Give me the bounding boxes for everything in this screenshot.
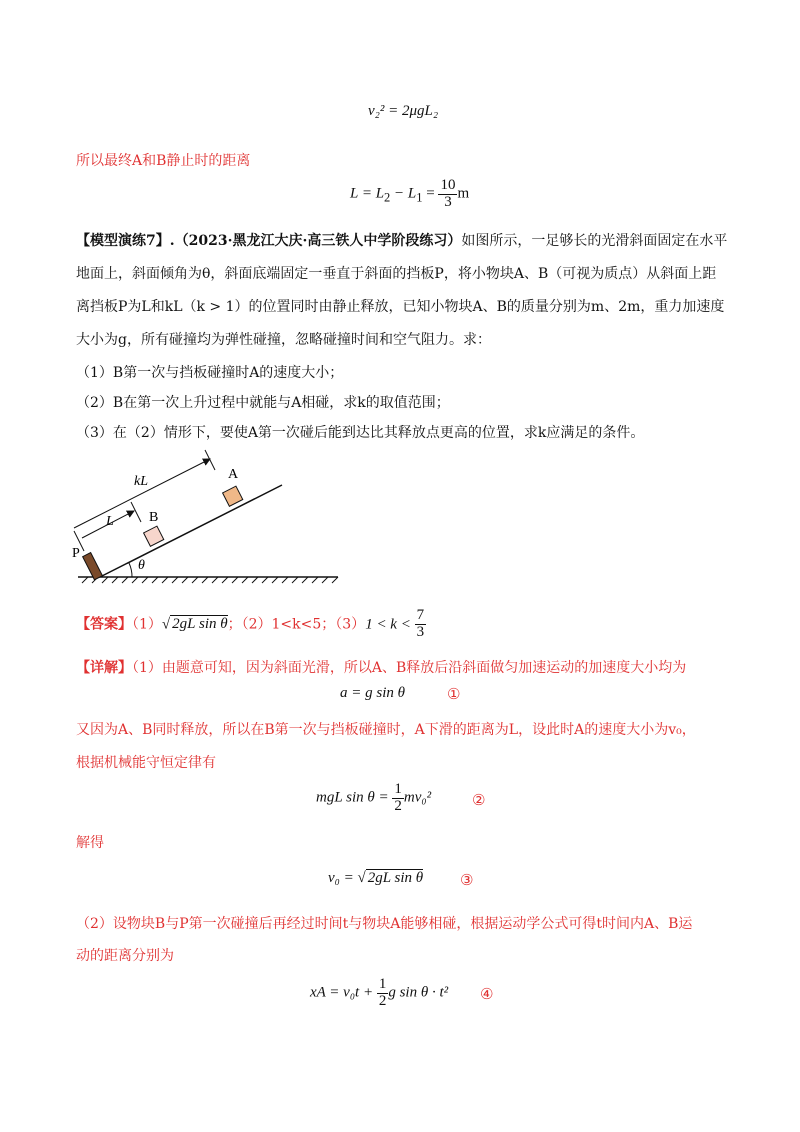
detail-line-6: 动的距离分别为 bbox=[76, 948, 174, 964]
label-theta: θ bbox=[138, 558, 145, 573]
equation-top: v₂² = 2μgL₂ bbox=[368, 103, 439, 119]
barrier-P bbox=[83, 553, 103, 580]
equation-4-marker: ④ bbox=[480, 985, 494, 1003]
incline-surface bbox=[100, 485, 282, 577]
block-B bbox=[144, 526, 164, 546]
problem-tag: 【模型演练7】 bbox=[76, 233, 170, 249]
detail-line-5: （2）设物块B与P第一次碰撞后再经过时间t与物块A能够相碰，根据运动学公式可得t时间内A、B运 bbox=[76, 916, 693, 932]
question-2: （2）B在第一次上升过程中就能与A相碰，求k的取值范围； bbox=[76, 395, 450, 411]
label-B: B bbox=[149, 510, 159, 525]
detail-line-3: 根据机械能守恒定律有 bbox=[76, 755, 216, 771]
angle-arc bbox=[129, 563, 132, 577]
label-kL: kL bbox=[134, 474, 148, 489]
line-so: 所以最终A和B静止时的距离 bbox=[76, 153, 251, 169]
equation-4: xA = v₀t + $\frac{1}{2}$ g sin θ · t² bbox=[310, 976, 449, 1009]
detail-line-4: 解得 bbox=[76, 835, 104, 851]
equation-L: $L = L_2 - L_1$ = $\frac{10}{3}$ m bbox=[350, 177, 470, 210]
label-L: L bbox=[106, 514, 114, 529]
equation-1: a = g sin θ bbox=[340, 685, 405, 701]
problem-line-4: 大小为g，所有碰撞均为弹性碰撞，忽略碰撞时间和空气阻力。求： bbox=[76, 332, 491, 348]
detail-line-1: 【详解】（1）由题意可知，因为斜面光滑，所以A、B释放后沿斜面做匀加速运动的加速度大小均为 bbox=[76, 660, 687, 676]
equation-1-marker: ① bbox=[447, 685, 461, 703]
question-1: （1）B第一次与挡板碰撞时A的速度大小； bbox=[76, 365, 344, 381]
ground-hatch bbox=[82, 577, 338, 583]
problem-line-2: 地面上，斜面倾角为θ，斜面底端固定一垂直于斜面的挡板P，将小物块A、B（可视为质点）从斜面上距 bbox=[76, 266, 717, 282]
equation-3-marker: ③ bbox=[460, 871, 474, 889]
block-A bbox=[223, 486, 243, 506]
label-P: P bbox=[72, 546, 80, 561]
question-3: （3）在（2）情形下，要使A第一次碰后能到达比其释放点更高的位置，求k应满足的条件。 bbox=[76, 425, 645, 441]
dim-tick-kL bbox=[205, 450, 215, 470]
detail-line-2: 又因为A、B同时释放，所以在B第一次与挡板碰撞时，A下滑的距离为L，设此时A的速度大小为v₀， bbox=[76, 722, 696, 738]
dim-arrow-kL bbox=[74, 459, 210, 528]
problem-line-3: 离挡板P为L和kL（k > 1）的位置同时由静止释放，已知小物块A、B的质量分别为m、2m，重力加速度 bbox=[76, 299, 725, 315]
equation-3: v₀ = √ 2gL sin θ bbox=[328, 870, 424, 886]
problem-line-1: 【模型演练7】.（2023·黑龙江大庆·高三铁人中学阶段练习）如图所示，一足够长的光滑斜面固定在水平 bbox=[76, 233, 728, 249]
answer-line: 【答案】（1）√ 2gL sin θ；（2）1<k<5；（3）1 < k < $\frac{7}{3}$ bbox=[76, 607, 425, 640]
equation-2: mgL sin θ = $\frac{1}{2}$ mv₀² bbox=[316, 781, 432, 814]
label-A: A bbox=[228, 467, 239, 482]
equation-2-marker: ② bbox=[472, 791, 486, 809]
problem-source: .（2023·黑龙江大庆·高三铁人中学阶段练习） bbox=[169, 233, 462, 249]
incline-figure bbox=[60, 445, 360, 595]
